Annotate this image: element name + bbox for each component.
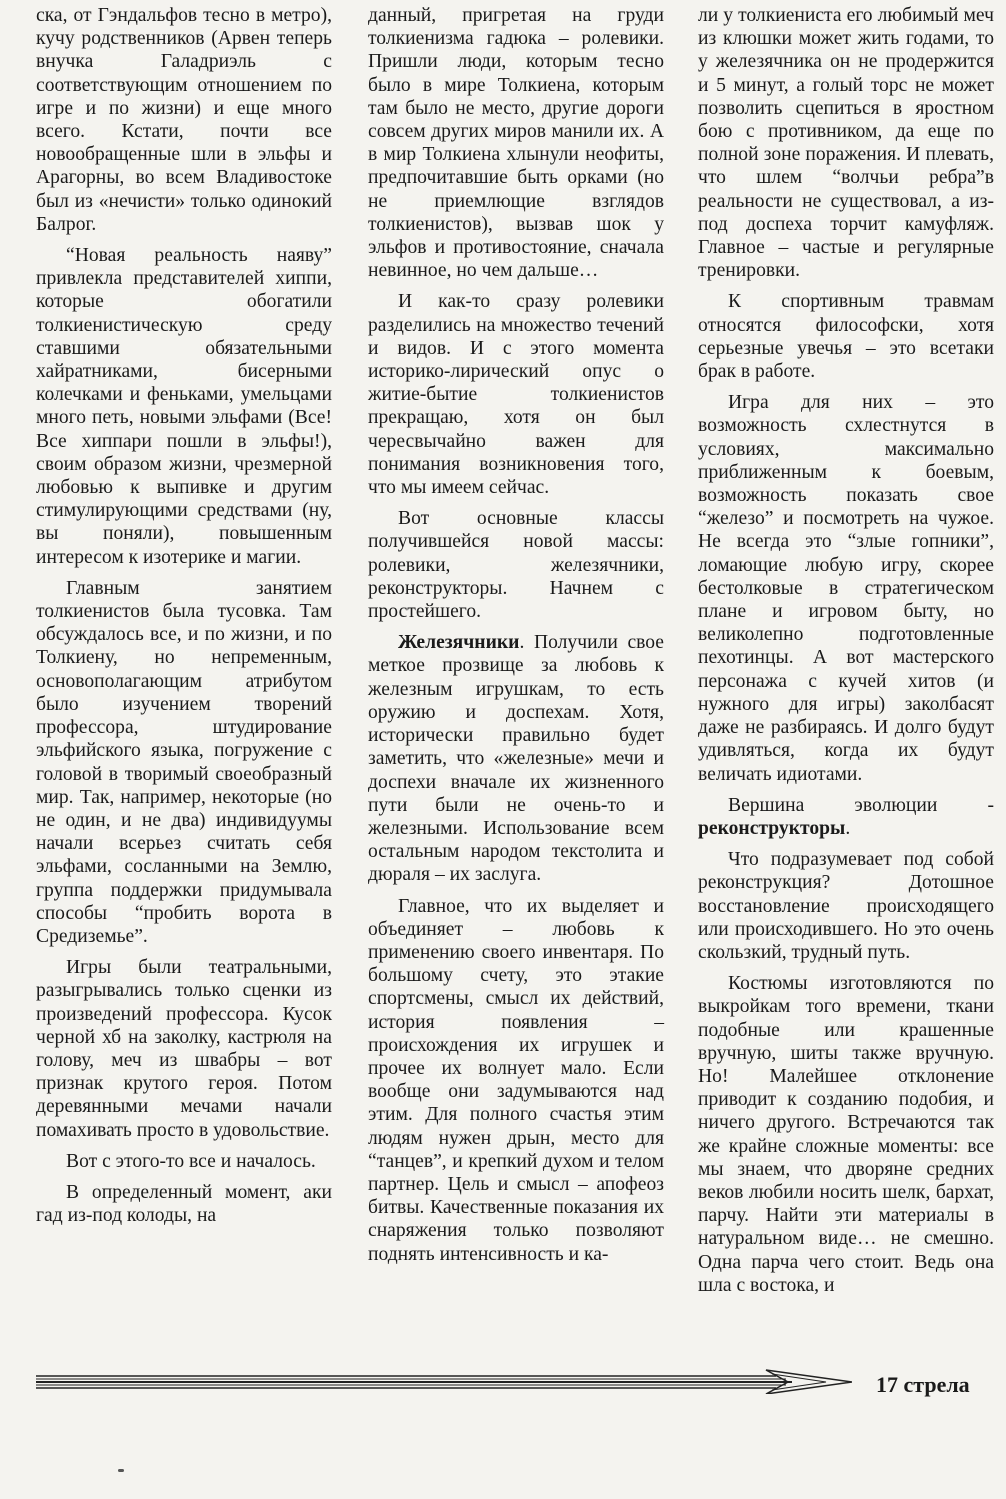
bold-term: реконструкторы	[698, 817, 846, 839]
paragraph	[36, 1150, 332, 1173]
paragraph-text: Костюмы изготовляются по выкройкам того времени, ткани подобные или крашенные вручную, шиты также вручную. Но! Малейшее отклонение приводит к созданию подобия, и ничего другого. Встречаются так же крайне сложные моменты: все мы знаем, что дворяне средних веков любили носить шелк, бархат, парчу. Найти эти материалы в натуральном виде… не смешно. Одна парча чего стоит. Ведь она шла с востока, и	[698, 973, 994, 1296]
bold-term: Железячники	[398, 632, 520, 654]
paragraph	[698, 848, 994, 964]
paragraph-text: . Получили свое меткое прозвище за любовь к железным игрушкам, то есть оружию и доспехам. Хотя, исторически правильно будет заметить, что «железные» мечи и доспехи вначале их жизненного пути были не очень-то и железными. Использование всем остальным народом текстолита и дюраля – их заслуга.	[368, 632, 664, 886]
paragraph	[698, 972, 994, 1297]
paragraph	[36, 4, 332, 236]
paragraph	[368, 507, 664, 623]
paragraph	[36, 1181, 332, 1227]
paragraph-text: Игры были театральными, разыгрывались только сценки из произведений профессора. Кусок черной хб на заколку, кастрюля на голову, меч из швабры – вот признак крутого героя. Потом деревянными мечами начали помахивать просто в удовольствие.	[36, 957, 332, 1141]
paragraph	[368, 290, 664, 499]
paragraph	[698, 4, 994, 282]
paragraph-text: ли у толкиениста его любимый меч из клюшки может жить годами, то у железячника он не продержится и 5 минут, а голый торс не может позволить сцепиться в яростном бою с противником, да еще по полной зоне поражения. И плевать, что шлем “волчьи ребра”в реальности не существовал, а из-под доспеха торчит камуфляж. Главное – частые и регулярные тренировки.	[698, 5, 994, 282]
paragraph-text: Что подразумевает под собой реконструкция? Дотошное восстановление происходящего или происходившего. Но это очень скользкий, трудный путь.	[698, 849, 994, 963]
paragraph-text: Вот с этого-то все и началось.	[66, 1150, 316, 1172]
paragraph-text: ска, от Гэндальфов тесно в метро), кучу родственников (Арвен теперь внучка Галадриэль с соответствующим отношением по игре и по жизни) и еще много всего. Кстати, почти все новообращенные шли в эльфы и Арагорны, во всем Владивостоке был из «нечисти» только одинокий Балрог.	[36, 5, 332, 235]
paragraph-text: Вот основные классы получившейся новой массы: ролевики, железячники, реконструкторы. Начнем с простейшего.	[368, 508, 664, 623]
paragraph-tail: .	[845, 817, 851, 839]
paragraph-text: Главным занятием толкиенистов была тусовка. Там обсуждалось все, и по жизни, и по Толкиену, но непременным, основополагающим атрибутом было изучением творений профессора, штудирование эльфийского языка, погружение с головой в творимый своеобразный мир. Так, например, некоторые (но не один, и не два) индивидуумы начали всерьез считать себя эльфами, сосланными на Землю, группа поддержки придумывала способы “пробить ворота в Средиземье”.	[36, 577, 332, 947]
paragraph-text: К спортивным травмам относятся философски, хотя серьезные увечья – это всетаки брак в работе.	[698, 291, 994, 383]
paragraph-text: В определенный момент, аки гад из-под колоды, на	[36, 1181, 332, 1227]
paragraph	[36, 244, 332, 569]
paragraph-text: “Новая реальность наяву” привлекла представителей хиппи, которые обогатили толкиенистическую среду ставшими обязательными хайратниками, бисерными колечками и феньками, умельцами много петь, новыми эльфами (Все! Все хиппари пошли в эльфы!), своим образом жизни, чрезмерной любовью к выпивке и другим стимулирующими средствами (ну, вы поняли), повышенным интересом к изотерике и магии.	[36, 245, 332, 568]
paragraph	[36, 577, 332, 948]
paragraph	[698, 391, 994, 785]
text-column-2	[368, 4, 664, 1274]
paragraph-text: Вершина эволюции -	[728, 794, 994, 816]
paragraph	[368, 4, 664, 282]
text-column-1	[36, 4, 332, 1235]
paragraph	[36, 956, 332, 1142]
paragraph	[368, 631, 664, 886]
page-number-label: 17 стрела	[876, 1372, 970, 1397]
paragraph	[368, 895, 664, 1266]
paragraph	[698, 794, 994, 840]
paragraph-text: данный, пригретая на груди толкиенизма гадюка – ролевики. Пришли люди, которым тесно было в мире Толкиена, которым там было не место, другие дороги совсем других миров манили их. А в мир Толкиена хлынули неофиты, предпочитавшие быть орками (но не приемлющие взглядов толкиенистов), вызвав шок у эльфов и противостояние, сначала невинное, но чем дальше…	[368, 5, 664, 282]
paragraph-text: Игра для них – это возможность схлестнутся в условиях, максимально приближенным к боевым, возможность показать свое “железо” и посмотреть на чужое. Не всегда это “злые гопники”, ломающие любую игру, скорее бестолковые в стратегическом плане и игровом быту, но великолепно подготовленные пехотинцы. А вот мастерского персонажа с кучей хитов (и нужного для игры) заколбасят даже не разбираясь. И долго будут удивляться, когда их будут величать идиотами.	[698, 392, 994, 785]
text-column-3	[698, 4, 994, 1305]
paragraph-text: Главное, что их выделяет и объединяет – любовь к применению своего инвентаря. По большому счету, это этакие спортсмены, смысл их действий, история появления – происхождения их игрушек и прочее их волнует мало. Если вообще они задумываются над этим. Для полного счастья этим людям нужен дрын, место для “танцев”, и крепкий духом и телом партнер. Цель и смысл – апофеоз битвы. Качественные показания их снаряжения только позволяют поднять интенсивность и ка-	[368, 895, 664, 1265]
paragraph-text: И как-то сразу ролевики разделились на множество течений и видов. И с этого момента историко-лирический опус о житие-бытие толкиенистов прекращаю, хотя он был чересвычайно важен для понимания возникновения того, что мы имеем сейчас.	[368, 291, 664, 499]
arrow-rule-icon	[36, 1368, 852, 1394]
scan-speck	[118, 1469, 124, 1472]
paragraph	[698, 290, 994, 383]
